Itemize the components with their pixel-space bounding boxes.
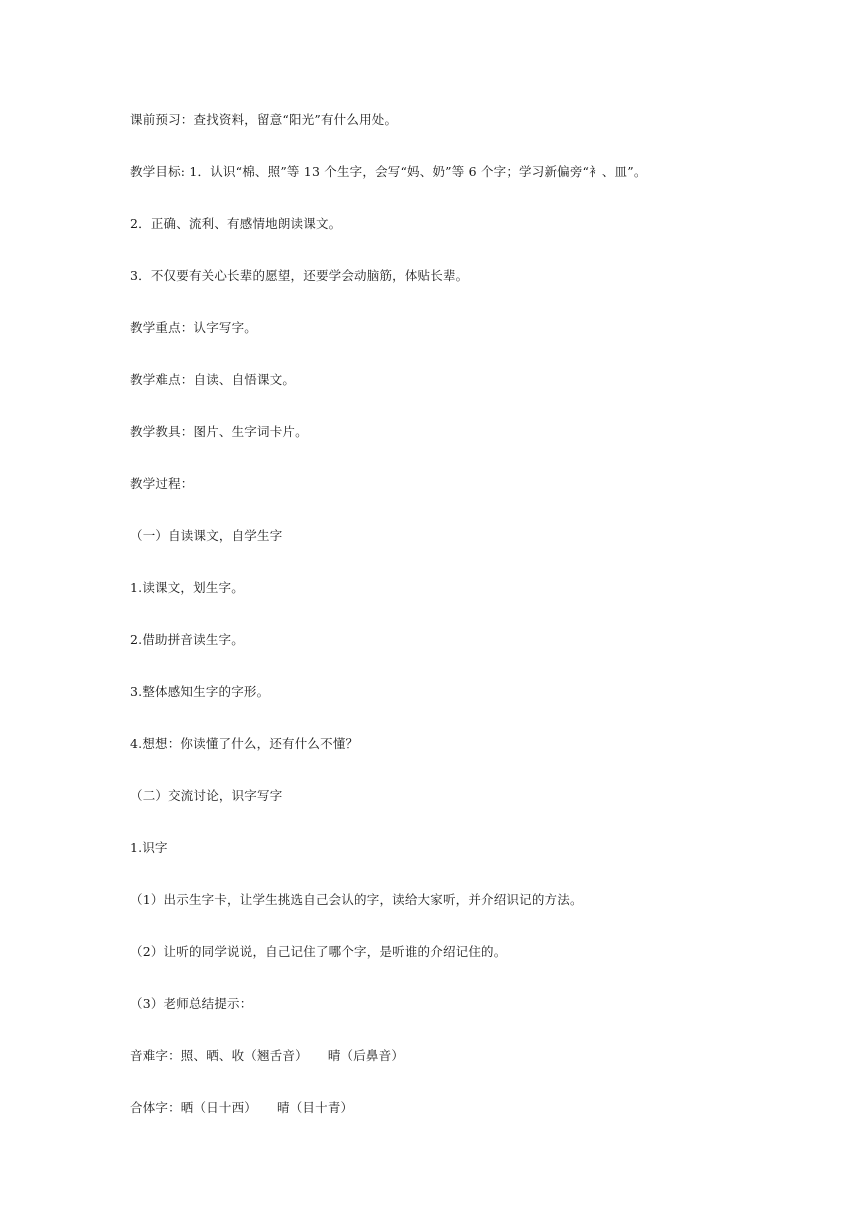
key-points-line: 教学重点：认字写字。 bbox=[130, 320, 258, 335]
substep-2-line: （2）让听的同学说说，自己记住了哪个字，是听谁的介绍记住的。 bbox=[130, 944, 507, 959]
preview-line: 课前预习：查找资料，留意“阳光”有什么用处。 bbox=[130, 112, 398, 127]
section-1-heading: （一）自读课文，自学生字 bbox=[130, 528, 283, 543]
substep-3-line: （3）老师总结提示： bbox=[130, 996, 253, 1011]
process-heading: 教学过程： bbox=[130, 476, 194, 491]
difficulties-line: 教学难点：自读、自悟课文。 bbox=[130, 372, 296, 387]
step-1-line: 1.读课文，划生字。 bbox=[130, 580, 244, 595]
section-2-heading: （二）交流讨论，识字写字 bbox=[130, 788, 283, 803]
step-4-line: 4.想想：你读懂了什么，还有什么不懂？ bbox=[130, 736, 359, 751]
literacy-heading: 1.识字 bbox=[130, 840, 168, 855]
step-3-line: 3.整体感知生字的字形。 bbox=[130, 684, 270, 699]
pronunciation-part-1: 音难字：照、晒、收（翘舌音） bbox=[130, 1048, 308, 1063]
pronunciation-part-2: 晴（后鼻音） bbox=[327, 1048, 405, 1063]
teaching-aids-line: 教学教具：图片、生字词卡片。 bbox=[130, 424, 308, 439]
compound-line bbox=[130, 1100, 353, 1116]
compound-part-2: 晴（目十青） bbox=[277, 1100, 354, 1115]
compound-part-1: 合体字：晒（日十西） bbox=[130, 1100, 258, 1115]
substep-1-line: （1）出示生字卡，让学生挑选自己会认的字，读给大家听，并介绍识记的方法。 bbox=[130, 892, 583, 907]
step-2-line: 2.借助拼音读生字。 bbox=[130, 632, 244, 647]
pronunciation-line bbox=[130, 1048, 404, 1064]
objective-2-line: 2．正确、流利、有感情地朗读课文。 bbox=[130, 216, 342, 231]
objectives-line: 教学目标: 1．认识“棉、照”等 13 个生字，会写“妈、奶”等 6 个字；学习新偏旁“衤、皿”。 bbox=[130, 164, 647, 179]
objective-3-line: 3．不仅要有关心长辈的愿望，还要学会动脑筋，体贴长辈。 bbox=[130, 268, 469, 283]
